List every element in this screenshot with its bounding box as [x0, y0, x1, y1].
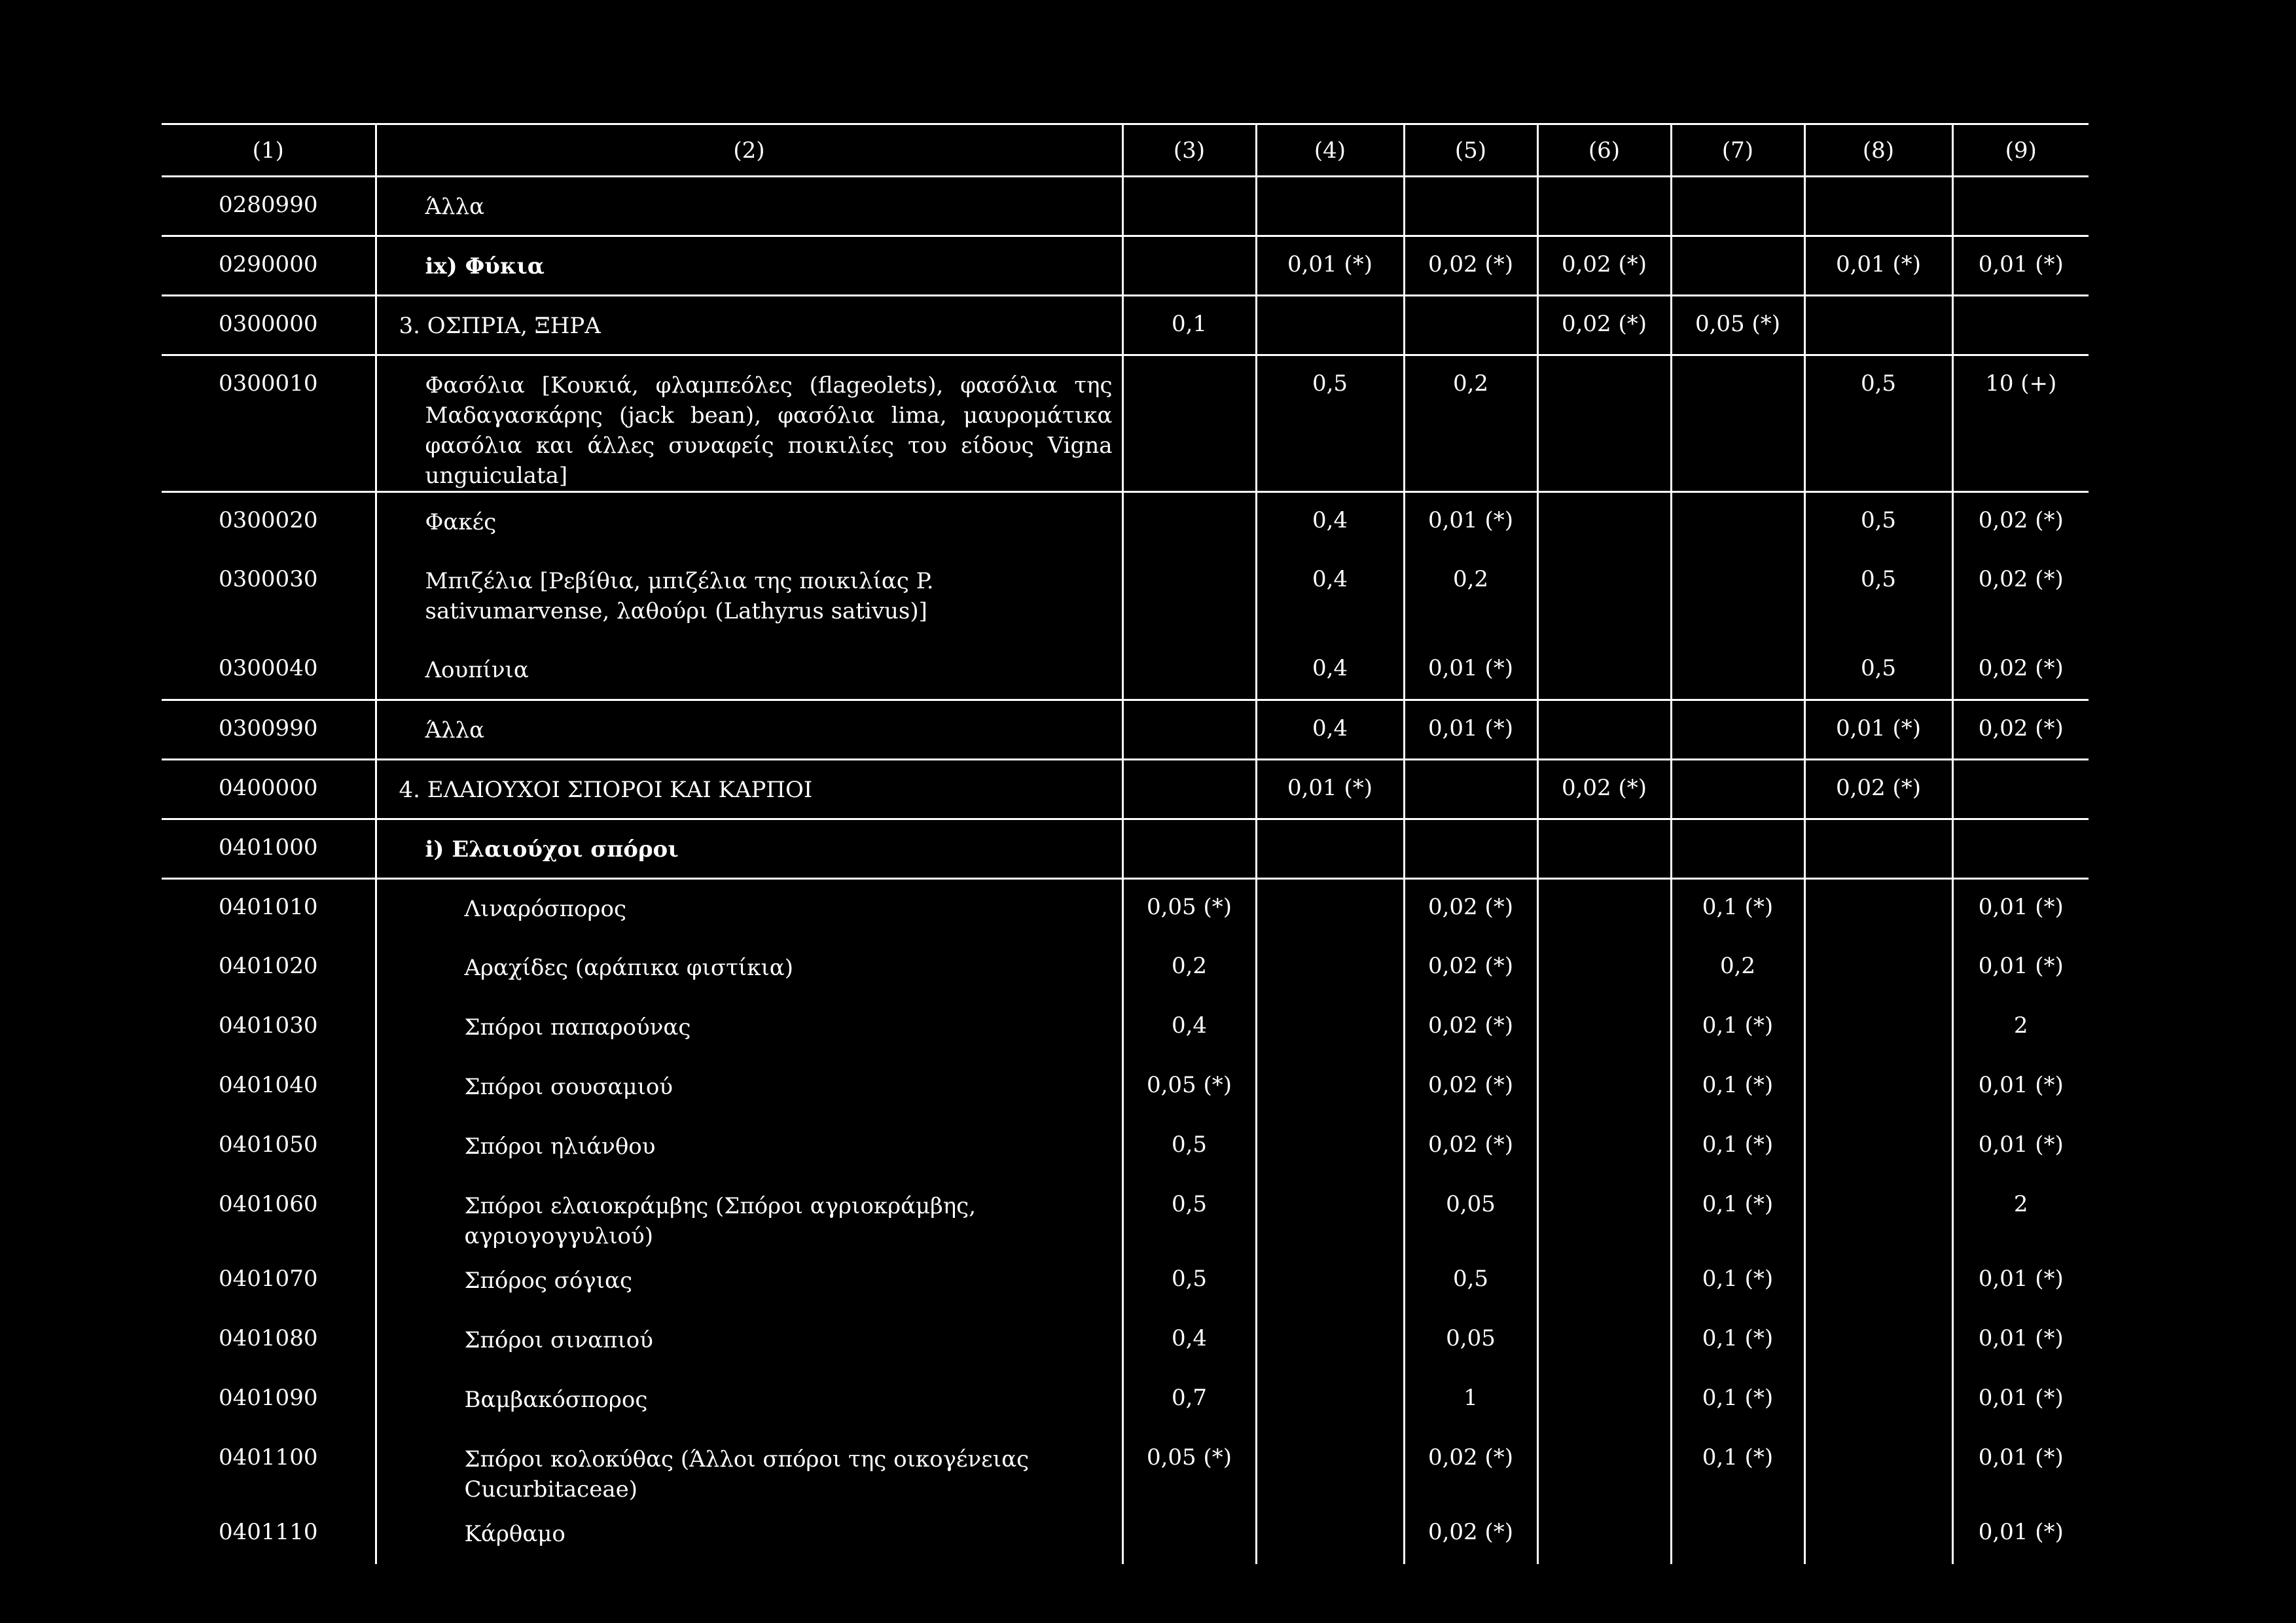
value-col-4: 0,4: [1256, 552, 1404, 641]
row-code: 0401010: [219, 894, 318, 920]
value-col-9: 0,01 (*): [1952, 236, 2089, 296]
value-col-4: [1256, 819, 1404, 879]
row-description-cell: [376, 819, 1122, 879]
table-body: [162, 177, 2089, 1564]
value-col-4: 0,4: [1256, 700, 1404, 760]
row-description: 3. ΟΣΠΡΙΑ, ΞΗΡΑ: [399, 313, 601, 339]
value-col-4: [1256, 938, 1404, 998]
value-col-5: 0,02 (*): [1404, 1505, 1537, 1564]
row-description: Σπόροι παπαρούνας: [464, 1014, 691, 1041]
value-col-3: [1122, 552, 1256, 641]
value-col-9: [1952, 819, 2089, 879]
value-col-3: [1122, 355, 1256, 492]
row-code: 0300000: [219, 311, 318, 337]
table-row: [162, 1117, 2089, 1177]
table-row: [162, 760, 2089, 819]
value-col-3: 0,05 (*): [1122, 1058, 1256, 1117]
row-description: Μπιζέλια [Ρεβίθια, μπιζέλια της ποικιλίας P. sativumarvense, λαθούρι (Lathyrus sativus)]: [425, 567, 934, 624]
row-code: 0401070: [219, 1265, 318, 1292]
row-description-cell: [376, 700, 1122, 760]
value-col-9: 0,01 (*): [1952, 1370, 2089, 1430]
value-col-6: [1537, 1251, 1671, 1311]
value-col-6: [1537, 492, 1671, 552]
row-code: 0401050: [219, 1131, 318, 1158]
row-description: Φακές: [425, 509, 497, 535]
value-col-9: 2: [1952, 998, 2089, 1058]
table-row: [162, 355, 2089, 492]
header-cell: (7): [1671, 124, 1804, 177]
value-col-3: [1122, 492, 1256, 552]
value-col-6: [1537, 552, 1671, 641]
table-row: [162, 641, 2089, 700]
value-col-5: [1404, 296, 1537, 355]
value-col-8: [1804, 1058, 1952, 1117]
value-col-8: 0,02 (*): [1804, 760, 1952, 819]
row-description-cell: [376, 1251, 1122, 1311]
row-description: Σπόροι ελαιοκράμβης (Σπόροι αγριοκράμβης, αγριογογγυλιού): [464, 1192, 977, 1249]
value-col-7: [1671, 700, 1804, 760]
row-description-cell: [376, 1430, 1122, 1505]
row-description-cell: [376, 1058, 1122, 1117]
row-description: Άλλα: [425, 194, 485, 220]
row-code: 0300990: [219, 715, 318, 741]
row-description: ix) Φύκια: [425, 253, 545, 279]
row-description: i) Ελαιούχοι σπόροι: [425, 836, 679, 863]
value-col-4: [1256, 1177, 1404, 1251]
value-col-9: [1952, 760, 2089, 819]
value-col-4: [1256, 1370, 1404, 1430]
value-col-6: 0,02 (*): [1537, 760, 1671, 819]
header-row: [162, 124, 2089, 177]
value-col-3: 0,4: [1122, 1311, 1256, 1370]
value-col-3: [1122, 1505, 1256, 1564]
row-description: 4. ΕΛΑΙΟΥΧΟΙ ΣΠΟΡΟΙ ΚΑΙ ΚΑΡΠΟΙ: [399, 777, 813, 803]
row-description-cell: [376, 938, 1122, 998]
value-col-9: 2: [1952, 1177, 2089, 1251]
value-col-7: [1671, 760, 1804, 819]
table-row: [162, 1505, 2089, 1564]
value-col-5: [1404, 760, 1537, 819]
value-col-5: [1404, 177, 1537, 236]
value-col-9: 0,02 (*): [1952, 552, 2089, 641]
value-col-8: [1804, 879, 1952, 938]
value-col-3: [1122, 177, 1256, 236]
value-col-6: [1537, 879, 1671, 938]
value-col-4: [1256, 1430, 1404, 1505]
value-col-3: 0,5: [1122, 1177, 1256, 1251]
value-col-5: 0,05: [1404, 1177, 1537, 1251]
value-col-5: 0,2: [1404, 552, 1537, 641]
table-row: [162, 492, 2089, 552]
row-code: 0300020: [219, 507, 318, 533]
value-col-7: [1671, 177, 1804, 236]
table-row: [162, 552, 2089, 641]
value-col-7: [1671, 355, 1804, 492]
value-col-8: 0,5: [1804, 552, 1952, 641]
value-col-4: 0,4: [1256, 492, 1404, 552]
value-col-8: [1804, 1505, 1952, 1564]
value-col-9: 0,01 (*): [1952, 1430, 2089, 1505]
value-col-7: 0,1 (*): [1671, 1117, 1804, 1177]
row-description-cell: [376, 879, 1122, 938]
row-description-cell: [376, 296, 1122, 355]
value-col-5: 0,02 (*): [1404, 1430, 1537, 1505]
value-col-3: 0,5: [1122, 1117, 1256, 1177]
table-row: [162, 1058, 2089, 1117]
value-col-6: 0,02 (*): [1537, 296, 1671, 355]
value-col-4: [1256, 1505, 1404, 1564]
value-col-5: 0,2: [1404, 355, 1537, 492]
value-col-5: 0,02 (*): [1404, 938, 1537, 998]
value-col-3: 0,05 (*): [1122, 1430, 1256, 1505]
value-col-5: 0,05: [1404, 1311, 1537, 1370]
row-code: 0401030: [219, 1012, 318, 1039]
value-col-6: [1537, 1117, 1671, 1177]
value-col-9: 10 (+): [1952, 355, 2089, 492]
value-col-4: [1256, 1058, 1404, 1117]
table-row: [162, 1251, 2089, 1311]
value-col-3: [1122, 819, 1256, 879]
row-code: 0300010: [219, 370, 318, 397]
value-col-6: [1537, 355, 1671, 492]
row-description-cell: [376, 1370, 1122, 1430]
value-col-6: [1537, 641, 1671, 700]
header-cell: (3): [1122, 124, 1256, 177]
value-col-5: 0,5: [1404, 1251, 1537, 1311]
header-cell: (2): [376, 124, 1122, 177]
value-col-6: [1537, 1505, 1671, 1564]
table-row: [162, 177, 2089, 236]
value-col-5: 0,02 (*): [1404, 236, 1537, 296]
value-col-9: 0,01 (*): [1952, 1251, 2089, 1311]
value-col-7: [1671, 1505, 1804, 1564]
value-col-3: 0,1: [1122, 296, 1256, 355]
value-col-8: [1804, 1177, 1952, 1251]
value-col-8: 0,5: [1804, 355, 1952, 492]
row-code: 0401060: [219, 1190, 318, 1217]
value-col-9: [1952, 296, 2089, 355]
row-description-cell: [376, 492, 1122, 552]
row-description: Άλλα: [425, 717, 485, 743]
header-cell: (8): [1804, 124, 1952, 177]
value-col-3: [1122, 700, 1256, 760]
value-col-9: 0,02 (*): [1952, 700, 2089, 760]
value-col-6: [1537, 1311, 1671, 1370]
table-row: [162, 1311, 2089, 1370]
table-row: [162, 819, 2089, 879]
header-cell: (5): [1404, 124, 1537, 177]
row-code: 0401000: [219, 834, 318, 861]
row-description-cell: [376, 177, 1122, 236]
value-col-6: [1537, 700, 1671, 760]
header-cell: (6): [1537, 124, 1671, 177]
row-description-cell: [376, 236, 1122, 296]
value-col-8: 0,01 (*): [1804, 236, 1952, 296]
value-col-8: [1804, 998, 1952, 1058]
value-col-9: 0,01 (*): [1952, 1058, 2089, 1117]
value-col-9: [1952, 177, 2089, 236]
row-code: 0300040: [219, 654, 318, 681]
value-col-6: [1537, 1177, 1671, 1251]
value-col-3: 0,2: [1122, 938, 1256, 998]
value-col-7: 0,1 (*): [1671, 1058, 1804, 1117]
value-col-7: 0,05 (*): [1671, 296, 1804, 355]
value-col-4: 0,01 (*): [1256, 760, 1404, 819]
value-col-3: 0,4: [1122, 998, 1256, 1058]
value-col-6: [1537, 177, 1671, 236]
table-row: [162, 1177, 2089, 1251]
value-col-6: [1537, 1430, 1671, 1505]
value-col-7: 0,1 (*): [1671, 879, 1804, 938]
value-col-8: [1804, 296, 1952, 355]
value-col-7: [1671, 641, 1804, 700]
value-col-5: 0,01 (*): [1404, 641, 1537, 700]
row-code: 0400000: [219, 775, 318, 801]
row-code: 0300030: [219, 565, 318, 592]
table-row: [162, 296, 2089, 355]
row-description: Σπόροι ηλιάνθου: [464, 1133, 656, 1160]
value-col-5: 0,01 (*): [1404, 492, 1537, 552]
value-col-6: [1537, 819, 1671, 879]
row-code: 0401020: [219, 952, 318, 979]
value-col-8: [1804, 1370, 1952, 1430]
row-description-cell: [376, 998, 1122, 1058]
value-col-3: 0,5: [1122, 1251, 1256, 1311]
value-col-4: 0,01 (*): [1256, 236, 1404, 296]
value-col-3: [1122, 760, 1256, 819]
table-row: [162, 938, 2089, 998]
value-col-7: [1671, 492, 1804, 552]
value-col-9: 0,01 (*): [1952, 938, 2089, 998]
header-cell: (4): [1256, 124, 1404, 177]
table-row: [162, 1370, 2089, 1430]
value-col-3: [1122, 236, 1256, 296]
row-code: 0401100: [219, 1444, 318, 1471]
row-description-cell: [376, 641, 1122, 700]
value-col-5: [1404, 819, 1537, 879]
table-row: [162, 998, 2089, 1058]
value-col-8: [1804, 938, 1952, 998]
value-col-4: [1256, 1117, 1404, 1177]
row-code: 0280990: [219, 192, 318, 218]
row-description-cell: [376, 1311, 1122, 1370]
row-description: Βαμβακόσπορος: [464, 1386, 648, 1413]
value-col-4: 0,5: [1256, 355, 1404, 492]
table-row: [162, 879, 2089, 938]
value-col-8: [1804, 177, 1952, 236]
row-description: Σπόροι κολοκύθας (Άλλοι σπόροι της οικογένειας Cucurbitaceae): [464, 1446, 1030, 1503]
value-col-3: 0,05 (*): [1122, 879, 1256, 938]
value-col-8: [1804, 1117, 1952, 1177]
value-col-8: 0,5: [1804, 641, 1952, 700]
value-col-8: [1804, 1311, 1952, 1370]
value-col-9: 0,02 (*): [1952, 492, 2089, 552]
value-col-6: [1537, 1058, 1671, 1117]
row-description-cell: [376, 1505, 1122, 1564]
value-col-7: 0,1 (*): [1671, 998, 1804, 1058]
value-col-4: [1256, 998, 1404, 1058]
row-description-cell: [376, 760, 1122, 819]
value-col-9: 0,01 (*): [1952, 1117, 2089, 1177]
value-col-4: [1256, 296, 1404, 355]
value-col-7: 0,1 (*): [1671, 1311, 1804, 1370]
value-col-6: 0,02 (*): [1537, 236, 1671, 296]
value-col-5: 0,02 (*): [1404, 1058, 1537, 1117]
value-col-8: 0,01 (*): [1804, 700, 1952, 760]
value-col-3: [1122, 641, 1256, 700]
row-description-cell: [376, 1117, 1122, 1177]
value-col-7: 0,2: [1671, 938, 1804, 998]
row-description: Λουπίνια: [425, 656, 529, 683]
value-col-7: [1671, 819, 1804, 879]
value-col-9: 0,01 (*): [1952, 1311, 2089, 1370]
row-code: 0290000: [219, 251, 318, 277]
value-col-7: 0,1 (*): [1671, 1177, 1804, 1251]
value-col-4: [1256, 1251, 1404, 1311]
value-col-7: 0,1 (*): [1671, 1251, 1804, 1311]
value-col-9: 0,02 (*): [1952, 641, 2089, 700]
value-col-4: [1256, 1311, 1404, 1370]
value-col-8: [1804, 1430, 1952, 1505]
value-col-7: 0,1 (*): [1671, 1370, 1804, 1430]
value-col-5: 0,02 (*): [1404, 879, 1537, 938]
header-cell: (9): [1952, 124, 2089, 177]
row-code: 0401110: [219, 1518, 318, 1545]
row-description-cell: [376, 355, 1122, 492]
row-description: Αραχίδες (αράπικα φιστίκια): [464, 954, 794, 981]
table-row: [162, 1430, 2089, 1505]
value-col-7: [1671, 552, 1804, 641]
header-cell: (1): [162, 124, 376, 177]
row-code: 0401040: [219, 1071, 318, 1098]
value-col-4: 0,4: [1256, 641, 1404, 700]
value-col-5: 0,02 (*): [1404, 998, 1537, 1058]
value-col-8: 0,5: [1804, 492, 1952, 552]
row-code: 0401080: [219, 1325, 318, 1351]
value-col-9: 0,01 (*): [1952, 879, 2089, 938]
value-col-9: 0,01 (*): [1952, 1505, 2089, 1564]
table-row: [162, 700, 2089, 760]
value-col-6: [1537, 998, 1671, 1058]
row-description-cell: [376, 1177, 1122, 1251]
row-code: 0401090: [219, 1384, 318, 1411]
row-description: Σπόρος σόγιας: [464, 1267, 632, 1294]
value-col-6: [1537, 1370, 1671, 1430]
value-col-4: [1256, 879, 1404, 938]
row-description: Κάρθαμο: [464, 1520, 565, 1547]
value-col-5: 0,01 (*): [1404, 700, 1537, 760]
value-col-8: [1804, 819, 1952, 879]
value-col-7: 0,1 (*): [1671, 1430, 1804, 1505]
value-col-7: [1671, 236, 1804, 296]
table-row: [162, 236, 2089, 296]
value-col-8: [1804, 1251, 1952, 1311]
value-col-6: [1537, 938, 1671, 998]
row-description: Λιναρόσπορος: [464, 896, 626, 922]
row-description: Σπόροι σιναπιού: [464, 1327, 653, 1353]
row-description: Φασόλια [Κουκιά, φλαμπεόλες (flageolets), φασόλια της Μαδαγασκάρης (jack bean), φασόλια lima, μαυρομάτικα φασόλια και άλλες συναφείς ποικιλίες του είδους Vigna unguiculata]: [425, 372, 1113, 489]
mrl-table: [162, 123, 2089, 1564]
value-col-4: [1256, 177, 1404, 236]
value-col-3: 0,7: [1122, 1370, 1256, 1430]
row-description: Σπόροι σουσαμιού: [464, 1073, 673, 1100]
value-col-5: 1: [1404, 1370, 1537, 1430]
value-col-5: 0,02 (*): [1404, 1117, 1537, 1177]
row-description-cell: [376, 552, 1122, 641]
